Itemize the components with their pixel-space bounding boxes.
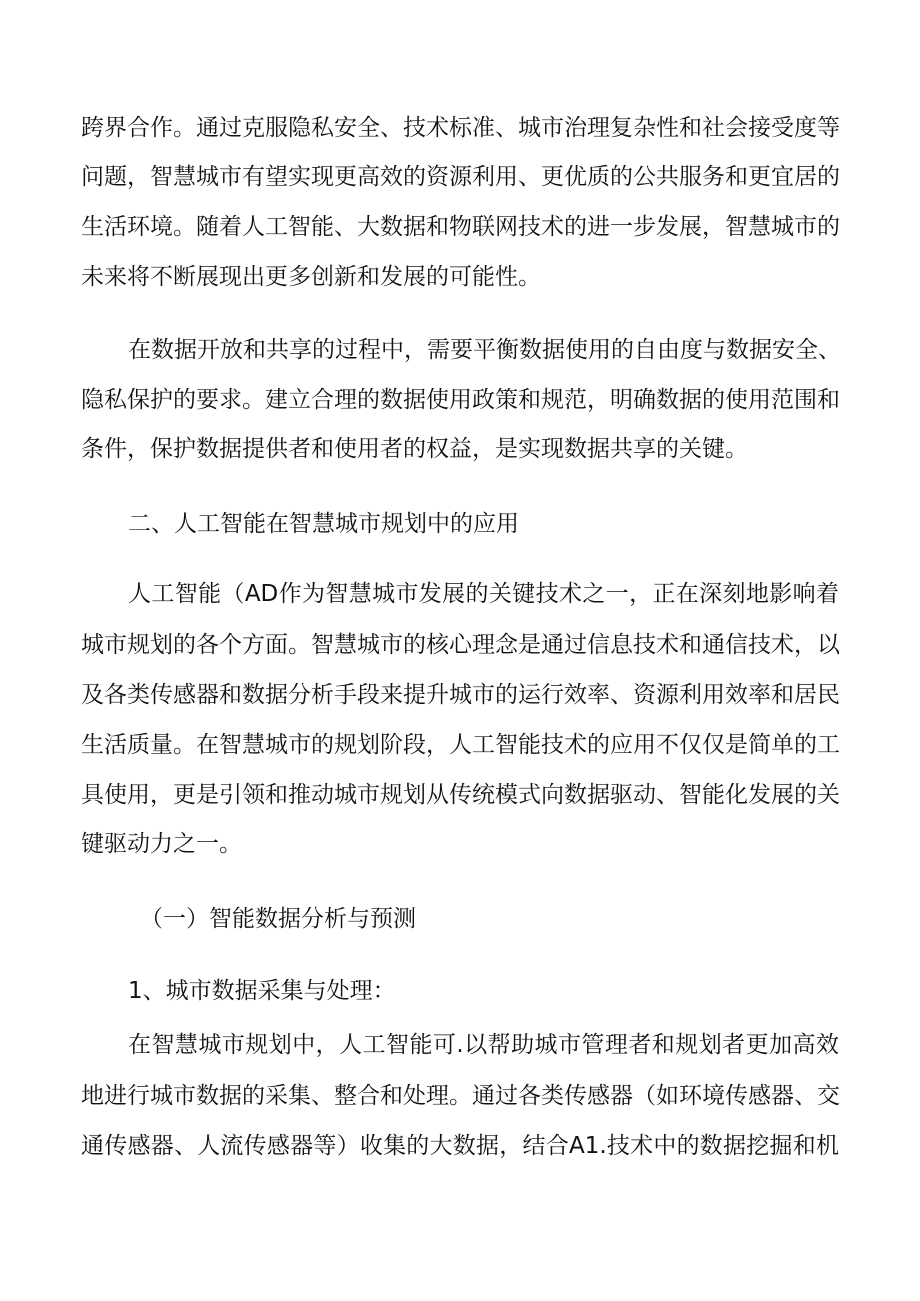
paragraph-1-line-4: 未来将不断展现出更多创新和发展的可能性。 [81, 264, 541, 290]
paragraph-2-line-1: 在数据开放和共享的过程中，需要平衡数据使用的自由度与数据安全、 [128, 337, 841, 363]
paragraph-4-line-1: 在智慧城市规划中，人工智能可.以帮助城市管理者和规划者更加高效 [128, 1032, 839, 1058]
item-heading: 1、城市数据采集与处理： [128, 978, 396, 1004]
section-heading: 二、人工智能在智慧城市规划中的应用 [128, 511, 519, 537]
paragraph-4-line-2: 地进行城市数据的采集、整合和处理。通过各类传感器（如环境传感器、交 [81, 1083, 840, 1109]
paragraph-1-line-2: 问题，智慧城市有望实现更高效的资源利用、更优质的公共服务和更宜居的 [81, 164, 840, 190]
paragraph-3-line-1: 人工智能（AD作为智慧城市发展的关键技术之一，正在深刻地影响着 [128, 581, 839, 607]
paragraph-1-line-3: 生活环境。随着人工智能、大数据和物联网技术的进一步发展，智慧城市的 [81, 214, 840, 240]
subsection-heading: （一）智能数据分析与预测 [140, 906, 416, 932]
paragraph-1-line-1: 跨界合作。通过克服隐私安全、技术标准、城市治理复杂性和社会接受度等 [81, 115, 840, 141]
paragraph-2-line-3: 条件，保护数据提供者和使用者的权益，是实现数据共享的关键。 [81, 436, 748, 462]
paragraph-2-line-2: 隐私保护的要求。建立合理的数据使用政策和规范，明确数据的使用范围和 [81, 387, 840, 413]
paragraph-3-line-2: 城市规划的各个方面。智慧城市的核心理念是通过信息技术和通信技术，以 [81, 632, 840, 658]
paragraph-3-line-4: 生活质量。在智慧城市的规划阶段，人工智能技术的应用不仅仅是简单的工 [81, 732, 840, 758]
paragraph-3-line-6: 键驱动力之一。 [81, 831, 242, 857]
paragraph-3-line-5: 具使用，更是引领和推动城市规划从传统模式向数据驱动、智能化发展的关 [81, 782, 840, 808]
paragraph-4-line-3: 通传感器、人流传感器等）收集的大数据，结合A1.技术中的数据挖掘和机 [81, 1133, 839, 1159]
paragraph-3-line-3: 及各类传感器和数据分析手段来提升城市的运行效率、资源利用效率和居民 [81, 682, 840, 708]
